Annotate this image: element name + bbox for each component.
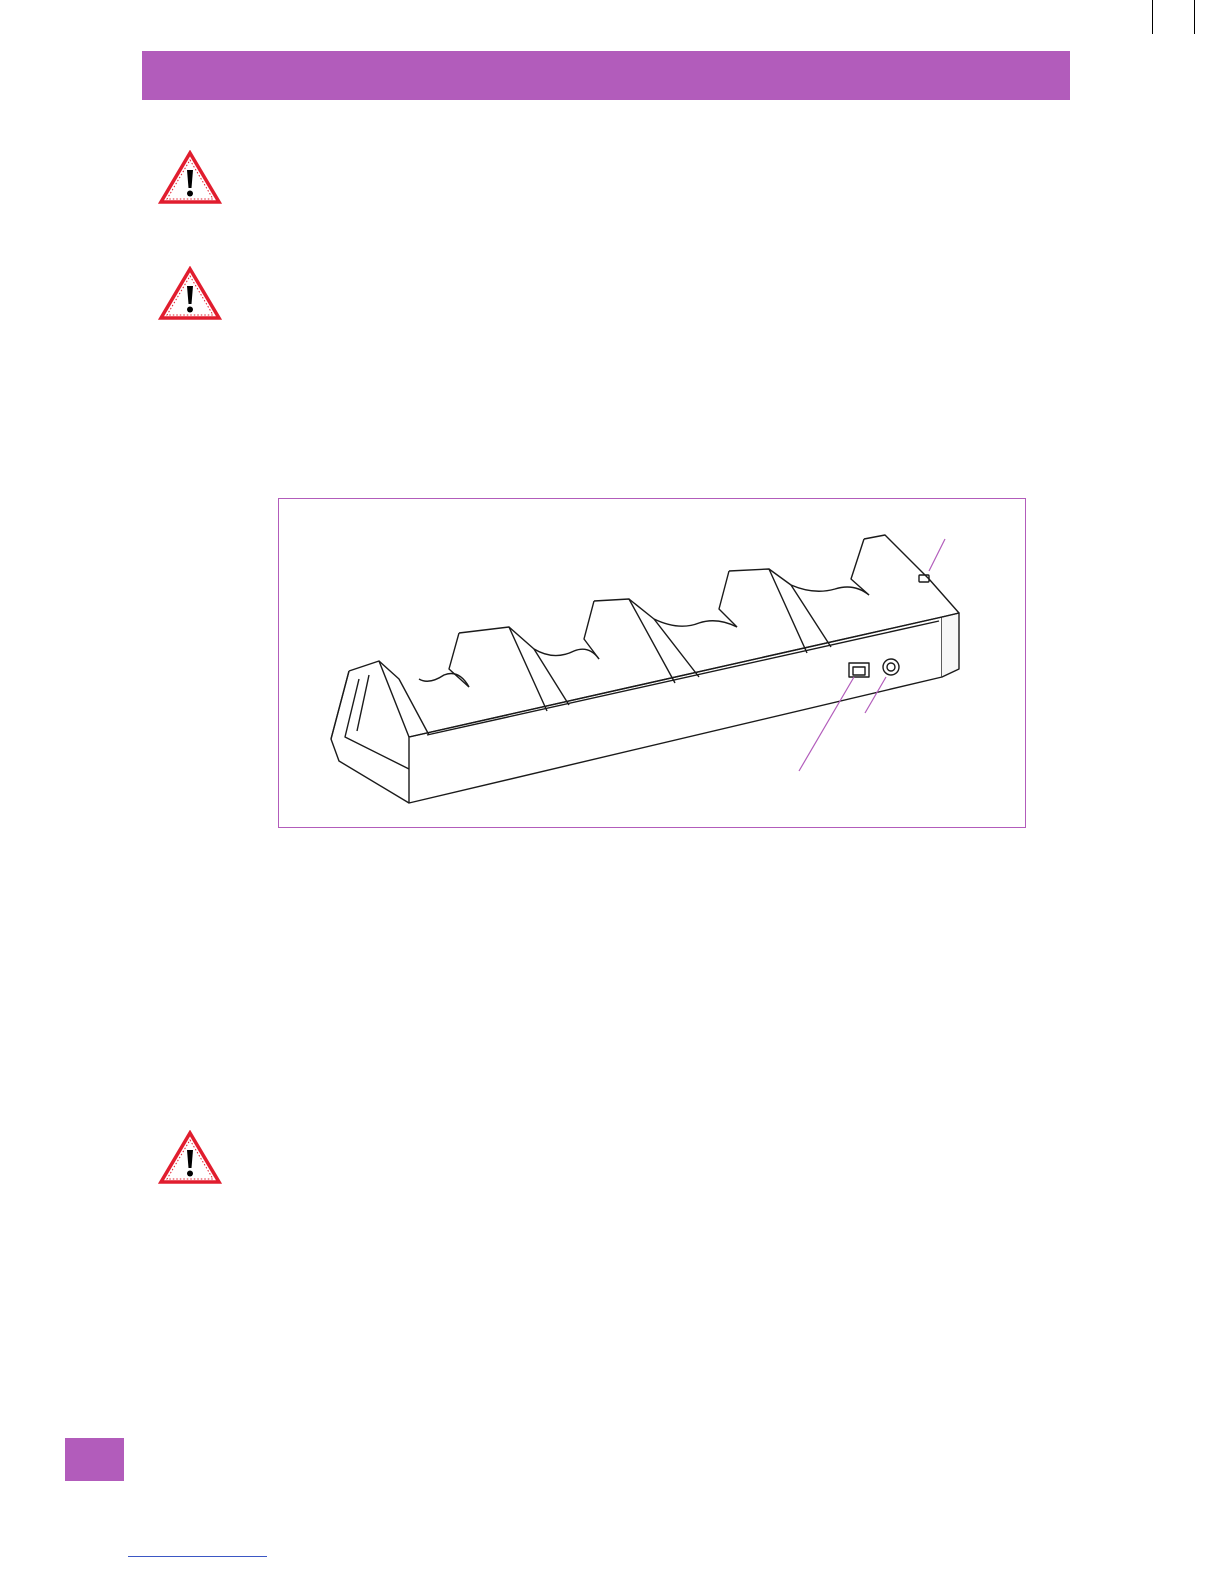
- caution-triangle-icon: [158, 1130, 222, 1186]
- led-indicator-drawing: [919, 575, 929, 582]
- caution-triangle-icon: [158, 150, 222, 206]
- footer-rule: [128, 1556, 267, 1557]
- power-jack-drawing: [883, 659, 899, 675]
- caution-triangle-icon: [158, 266, 222, 322]
- crop-mark-top-right: [1194, 0, 1195, 34]
- caution-2: [158, 266, 222, 322]
- caution-3: [158, 1130, 222, 1186]
- charging-cradle-illustration: [279, 499, 1027, 829]
- caution-1: [158, 150, 222, 206]
- chapter-header-band: [142, 51, 1070, 100]
- callout-line-led: [929, 539, 945, 571]
- crop-mark-top: [1152, 0, 1153, 34]
- page-number-tab: [65, 1438, 124, 1481]
- figure-frame: [278, 498, 1026, 828]
